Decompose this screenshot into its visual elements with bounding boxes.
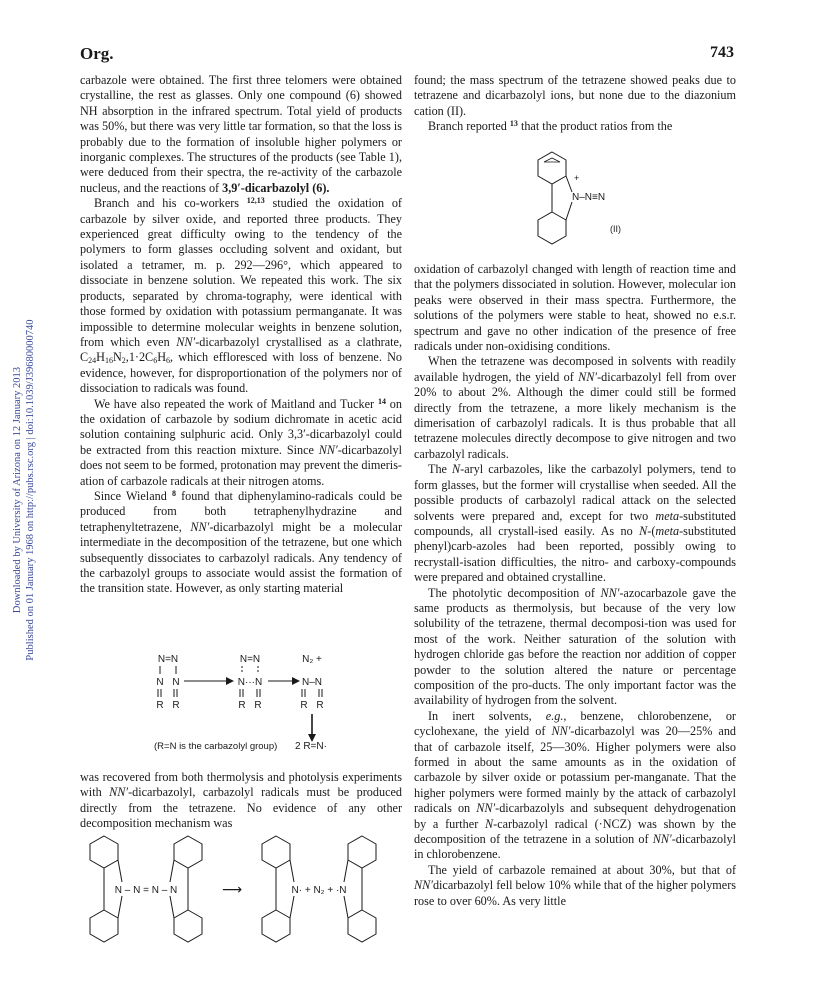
paragraph: When the tetrazene was decomposed in solvents with readily available hydrogen, the yield of NN′-dicarbazolyl fell from over 20% to about 2%. Although the dimer could still be formed directly from the tetrazene, a more likely mechanism is the dimerisation of carbazolyl radicals. It is thus probable that all tetrazene molecules directly decompose to give nitrogen and two carbazolyl radicals. <box>414 354 736 461</box>
download-watermark <box>6 0 42 984</box>
scheme-text: R <box>238 700 246 711</box>
tetrazene-label: N – N = N – N <box>114 885 178 896</box>
charge-sign: + <box>574 173 580 183</box>
structure-formula: N–N≡N <box>572 192 606 203</box>
products-label: N· + N₂ + ·N <box>291 885 347 896</box>
paragraph: We have also repeated the work of Maitland and Tucker $^{14}$ on the oxidation of carbazole by sodium dichromate in acetic acid solution containing sulphuric acid. Only 3,3′-dicarbazolyl could be extracted from this reaction mixture. Since NN′-dicarbazolyl does not seem to be formed, protonation may prevent the dimeris-ation of carbazole radicals at their nitrogen atoms. <box>80 396 402 488</box>
decomposition-scheme <box>140 650 380 760</box>
scheme-text: R <box>300 700 308 711</box>
reference-marker: 8 <box>171 488 176 498</box>
paragraph: Since Wieland $^8$ found that diphenylamino-radicals could be produced from both tetraphenylhydrazine and tetraphenyltetrazene, NN′-dicarbazolyl might be a molecular intermediate in the decomposition of the tetrazene, but one which subsequently dissociates to carbazolyl radicals. Any tendency of the carbazolyl groups to associate would assist the formation of the transition state. However, as only starting material <box>80 488 403 596</box>
doi-link[interactable]: Published on 01 January 1968 on http://pubs.rsc.org | doi:10.1039/J39680000740 <box>25 319 36 661</box>
scheme-text: N–N <box>301 677 323 688</box>
reaction-arrow: ⟶ <box>221 881 243 897</box>
paragraph: was recovered from both thermolysis and photolysis experiments with NN′-dicarbazolyl, carbazolyl radicals must be produced directly from the tetrazene. No evidence of any other decomposition mechanism was <box>80 770 402 831</box>
left-column-lower <box>80 770 402 832</box>
paragraph: carbazole were obtained. The first three telomers were obtained crystalline, the rest as glasses. Only one compound (6) showed NH absorption in the infrared spectrum. Total yield of products was 50%, but there was very little tar formation, so that the loss is probably due to the formation of insoluble higher polymers or inorganic complexes. The structures of the products (see Table 1), were deduced from their spectra, the re-activity of the carbazole nucleus, and the reactions of 3,9′-dicarbazolyl (6). <box>80 73 402 195</box>
scheme-text: R <box>316 700 324 711</box>
scheme-text: N=N <box>239 654 261 665</box>
paragraph: In inert solvents, e.g., benzene, chlorobenzene, or cyclohexane, the yield of NN′-dicarbazolyl was 20—25% and that of carbazole itself, 25—30%. Higher polymers were also formed in about the same amounts as in the oxidation of carbazole by silver oxide or potassium per-manganate. That the higher polymers were formed mainly by the attack of carbazolyl radicals on NN′-dicarbazolyls and subsequent dehydrogenation by a further N-carbazolyl radical (·NCZ) was shown by the decomposition of the tetrazene in a solution of NN′-dicarbazolyl in chlorobenzene. <box>414 708 737 862</box>
scheme-text: N <box>156 677 164 688</box>
reference-marker: 14 <box>377 396 386 406</box>
compound-number: (II) <box>610 224 621 234</box>
right-column-upper <box>414 73 736 135</box>
scheme-text: R <box>254 700 262 711</box>
paragraph: Branch reported $^{13}$ that the product ratios from the <box>428 119 673 134</box>
reference-marker: 13 <box>509 119 518 129</box>
paragraph: The N-aryl carbazoles, like the carbazolyl polymers, tend to form glasses, but the former will crystallise when seeded. All the possible products of carbazolyl radical attack on the selected solvents were prepared and, except for two meta-substituted compounds, all crystall-ised easily. As no N-(meta-substituted phenyl)carb-azoles had been reported, possibly owing to recrystall-isation difficulties, the nitro- and carboxy-compounds were prepared and obtained crystalline. <box>414 462 736 585</box>
scheme-text: R <box>156 700 164 711</box>
diazonium-structure <box>530 150 650 246</box>
scheme-text: N <box>172 677 180 688</box>
paragraph: Branch and his co-workers $^{12,13}$ studied the oxidation of carbazole by silver oxide, and reported three products. They experienced great difficulty owing to the tendency of the polymers to form glasses occluding solvent and oxidant, but isolated a tetramer, m. p. 292—296°, which appeared to dissociate in benzene solution. We repeated this work. The six products, separated by chroma-tography, were identical with those formed by oxidation with potassium permanganate. It was impossible to determine molecular weights in benzene solution, from which even NN′-dicarbazolyl crystallised as a clathrate, $C_{24}H_{16}N_2,1\cdot 2C_6H_6$, which effloresced with loss of benzene. No evidence, however, for disproportionation of the polymers nor of dissociation to radicals was found. <box>80 196 402 396</box>
journal-header: Org. <box>80 44 114 63</box>
scheme-text: N···N <box>237 677 263 688</box>
scheme-caption: (R=N is the carbazolyl group) <box>154 741 278 752</box>
paragraph: The yield of carbazole remained at about 30%, but that of NN′dicarbazolyl fell below 10% while that of the higher polymers rose to over 60%. As very little <box>414 862 736 908</box>
scheme-product: 2 R=N· <box>295 741 327 752</box>
reference-marker: 12,13 <box>246 196 265 206</box>
scheme-text: R <box>172 700 180 711</box>
page-number: 743 <box>710 44 734 61</box>
paragraph: found; the mass spectrum of the tetrazene showed peaks due to tetrazene and dicarbazolyl ions, but none due to the diazonium cation (II). <box>414 73 736 118</box>
tetrazene-decomposition-structures <box>82 834 402 944</box>
paragraph: oxidation of carbazolyl changed with length of reaction time and that the polymers dissociated in solution. However, molecular ion peaks were observed in their mass spectra. Furthermore, the solutions of the polymers were stable to heat, showed no e.s.r. spectrum and gave no other indication of the presence of free radicals under non-oxidising conditions. <box>414 262 736 354</box>
paragraph: The photolytic decomposition of NN′-azocarbazole gave the same products as thermolysis, but because of the very low solubility of the tetrazene, thermal decomposi-tion was used for most of the work. Neither saturation of the solution with hydrogen chloride gas before the reaction nor addition of copper powder to the solution altered the nature or percentage composition of the pro-ducts. The only important factor was the availability of hydrogen from the solvent. <box>414 585 736 708</box>
right-column-lower <box>414 262 736 909</box>
download-notice-link[interactable]: Downloaded by University of Arizona on 12 January 2013 <box>12 366 23 614</box>
scheme-text: N=N <box>157 654 179 665</box>
left-column-upper <box>80 73 402 597</box>
scheme-text: N₂ + <box>302 654 322 665</box>
